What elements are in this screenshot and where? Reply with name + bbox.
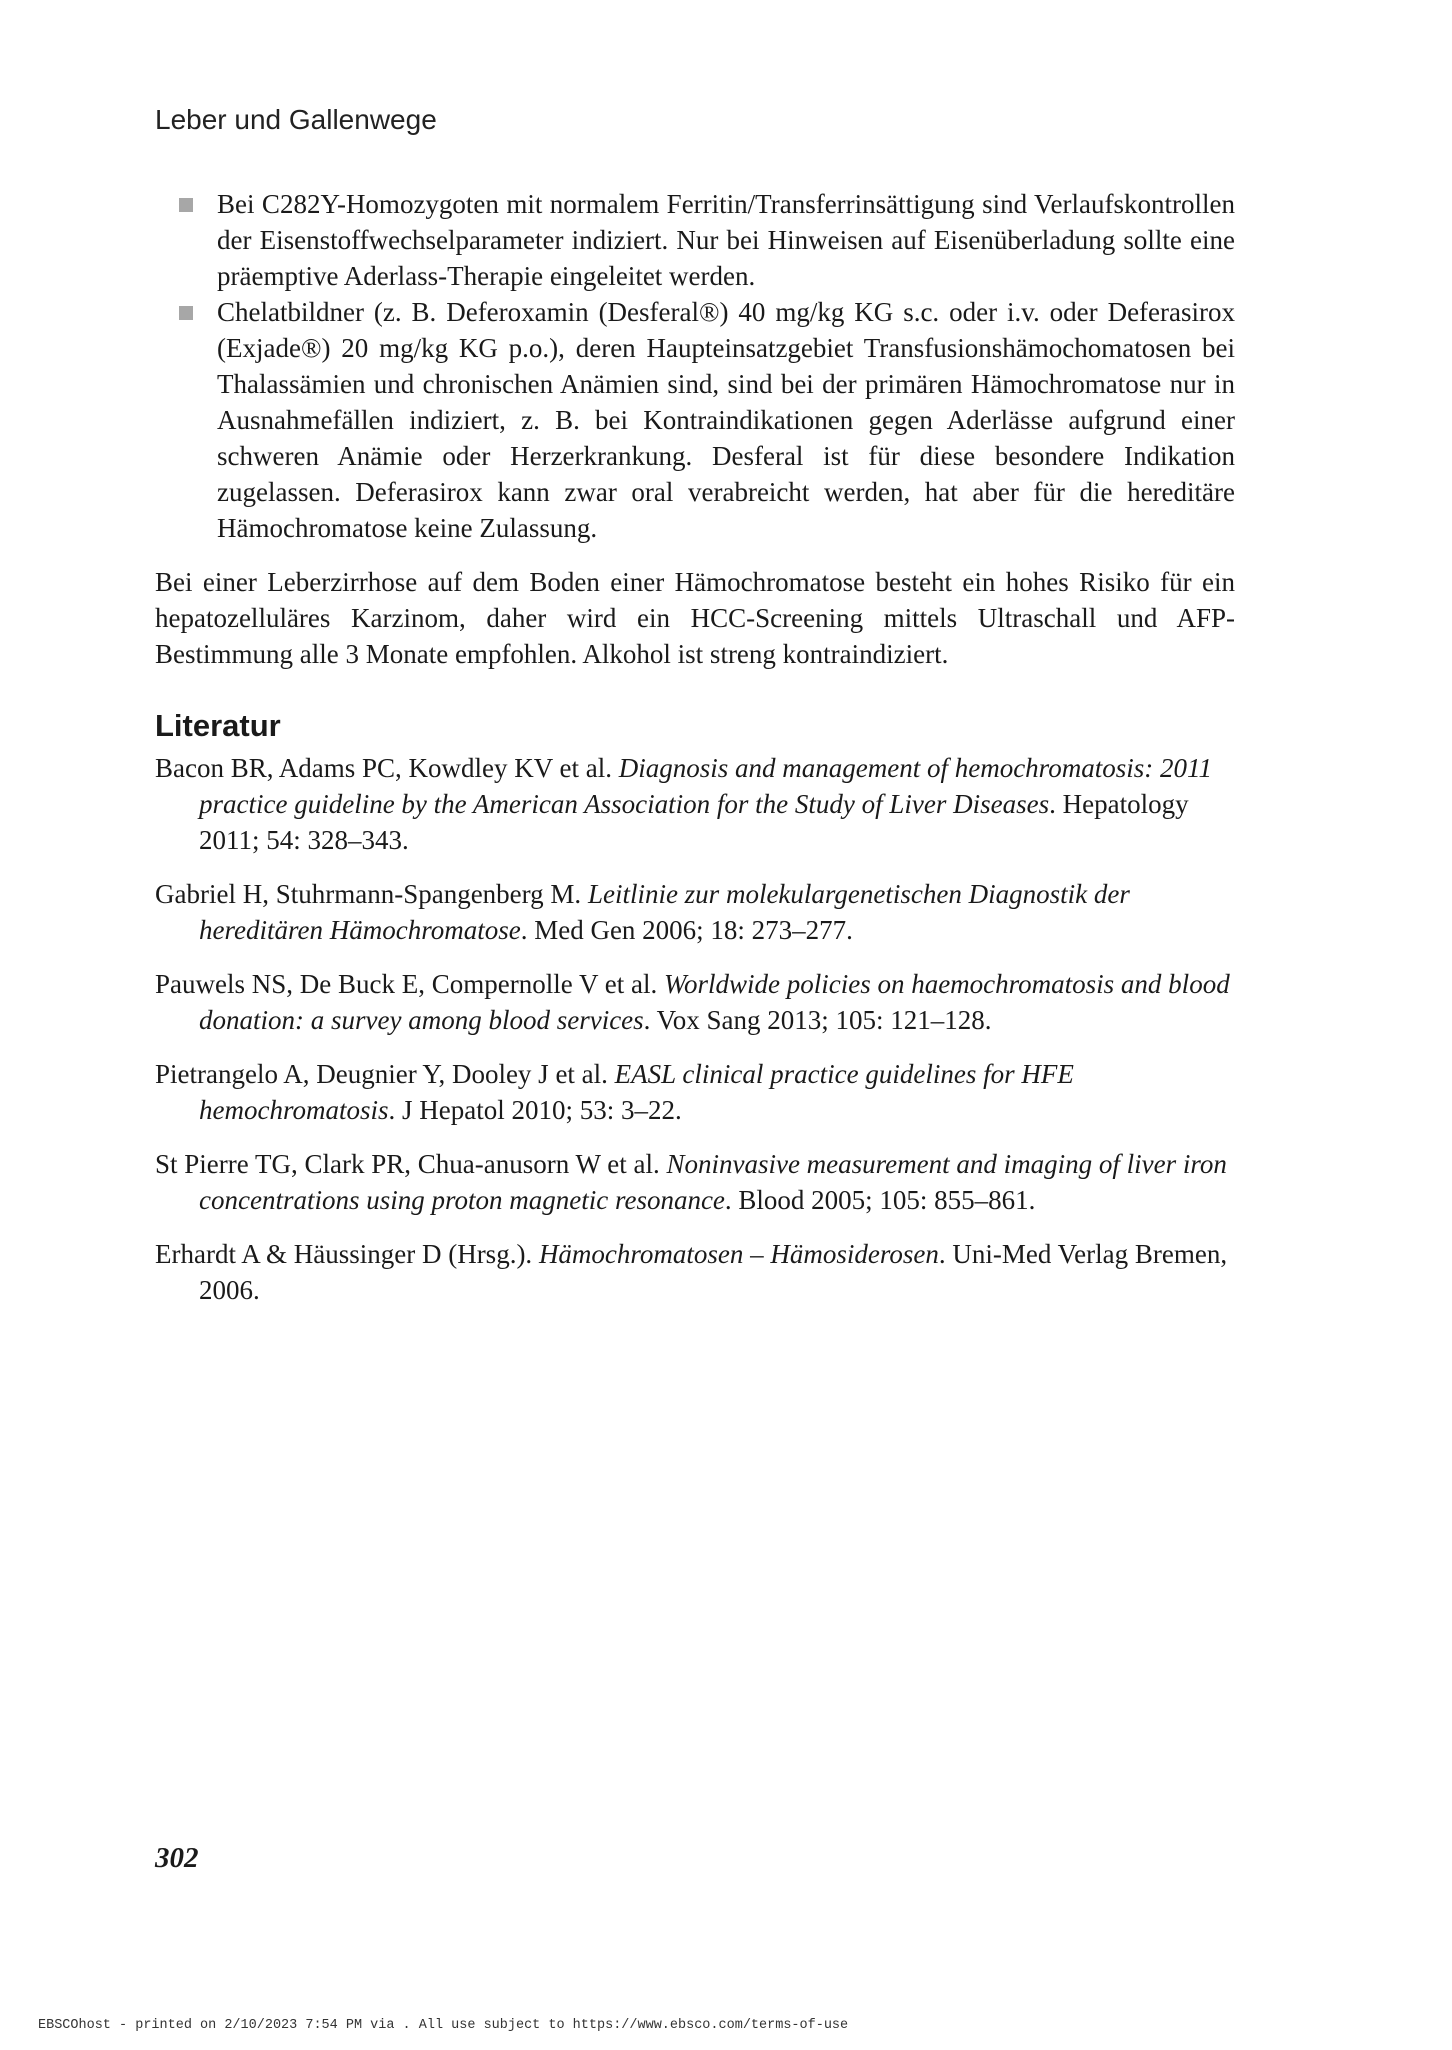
bullet-square-icon: [179, 306, 193, 320]
bullet-square-icon: [179, 198, 193, 212]
reference-list: [155, 750, 1235, 1308]
reference-item: [155, 1056, 1235, 1128]
reference-item: [155, 1146, 1235, 1218]
reference-authors: Bacon BR, Adams PC, Kowdley KV et al.: [155, 753, 612, 783]
reference-item: [155, 876, 1235, 948]
reference-source: . J Hepatol 2010; 53: 3–22.: [388, 1095, 682, 1125]
reference-source: . Blood 2005; 105: 855–861.: [724, 1185, 1036, 1215]
reference-title: Hämochromatosen – Hämosiderosen: [538, 1239, 939, 1269]
bullet-text: Chelatbildner (z. B. Deferoxamin (Desferal®) 40 mg/kg KG s.c. oder i.v. oder Deferasirox (Exjade®) 20 mg/kg KG p.o.), deren Haupteinsatzgebiet Transfusionshämochomatosen bei Thalassämien und chronischen Anämien sind, sind bei der primären Hämochromatose nur in Ausnahmefällen indiziert, z. B. bei Kontraindikationen gegen Aderlässe aufgrund einer schweren Anämie oder Herzerkrankung. Desferal ist für diese besondere Indikation zugelassen. Deferasirox kann zwar oral verabreicht werden, hat aber für die hereditäre Hämochromatose keine Zulassung.: [217, 297, 1235, 543]
literature-heading: Literatur: [155, 708, 281, 743]
page-number: 302: [155, 1842, 199, 1874]
body-paragraph: Bei einer Leberzirrhose auf dem Boden einer Hämochromatose besteht ein hohes Risiko für ein hepatozelluläres Karzinom, daher wird ein HCC-Screening mittels Ultraschall und AFP-Bestimmung alle 3 Monate empfohlen. Alkohol ist streng kontraindiziert.: [155, 567, 1235, 669]
reference-source: . Vox Sang 2013; 105: 121–128.: [643, 1005, 992, 1035]
reference-authors: St Pierre TG, Clark PR, Chua-anusorn W et al.: [155, 1149, 660, 1179]
reference-title: Diagnosis and management of hemochromatosis: 2011 practice guideline by the American Association for the Study of Liver Diseases: [199, 753, 1212, 819]
reference-title: Noninvasive measurement and imaging of liver iron concentrations using proton magnetic resonance: [199, 1149, 1227, 1215]
reference-title: Leitlinie zur molekulargenetischen Diagnostik der hereditären Hämochromatose: [199, 879, 1130, 945]
reference-source: . Med Gen 2006; 18: 273–277.: [520, 915, 853, 945]
reference-source: . Hepatology 2011; 54: 328–343.: [199, 789, 1189, 855]
reference-authors: Pietrangelo A, Deugnier Y, Dooley J et al.: [155, 1059, 608, 1089]
reference-authors: Gabriel H, Stuhrmann-Spangenberg M.: [155, 879, 582, 909]
reference-source: . Uni-Med Verlag Bremen, 2006.: [199, 1239, 1228, 1305]
page-content: [155, 186, 1235, 1326]
list-item: [155, 294, 1235, 546]
reference-item: [155, 750, 1235, 858]
reference-title: Worldwide policies on haemochromatosis and blood donation: a survey among blood services: [199, 969, 1230, 1035]
footer-notice: EBSCOhost - printed on 2/10/2023 7:54 PM via . All use subject to https://www.ebsco.com/terms-of-use: [38, 2018, 849, 2033]
list-item: [155, 186, 1235, 294]
running-head: Leber und Gallenwege: [155, 104, 437, 135]
bullet-text: Bei C282Y-Homozygoten mit normalem Ferritin/Transferrinsättigung sind Verlaufskontrollen der Eisenstoffwechselparameter indiziert. Nur bei Hinweisen auf Eisenüberladung sollte eine präemptive Aderlass-Therapie eingeleitet werden.: [217, 189, 1235, 291]
bullet-list: [155, 186, 1235, 546]
reference-authors: Pauwels NS, De Buck E, Compernolle V et al.: [155, 969, 658, 999]
reference-item: [155, 966, 1235, 1038]
reference-item: [155, 1236, 1235, 1308]
reference-title: EASL clinical practice guidelines for HFE hemochromatosis: [199, 1059, 1074, 1125]
reference-authors: Erhardt A & Häussinger D (Hrsg.).: [155, 1239, 533, 1269]
